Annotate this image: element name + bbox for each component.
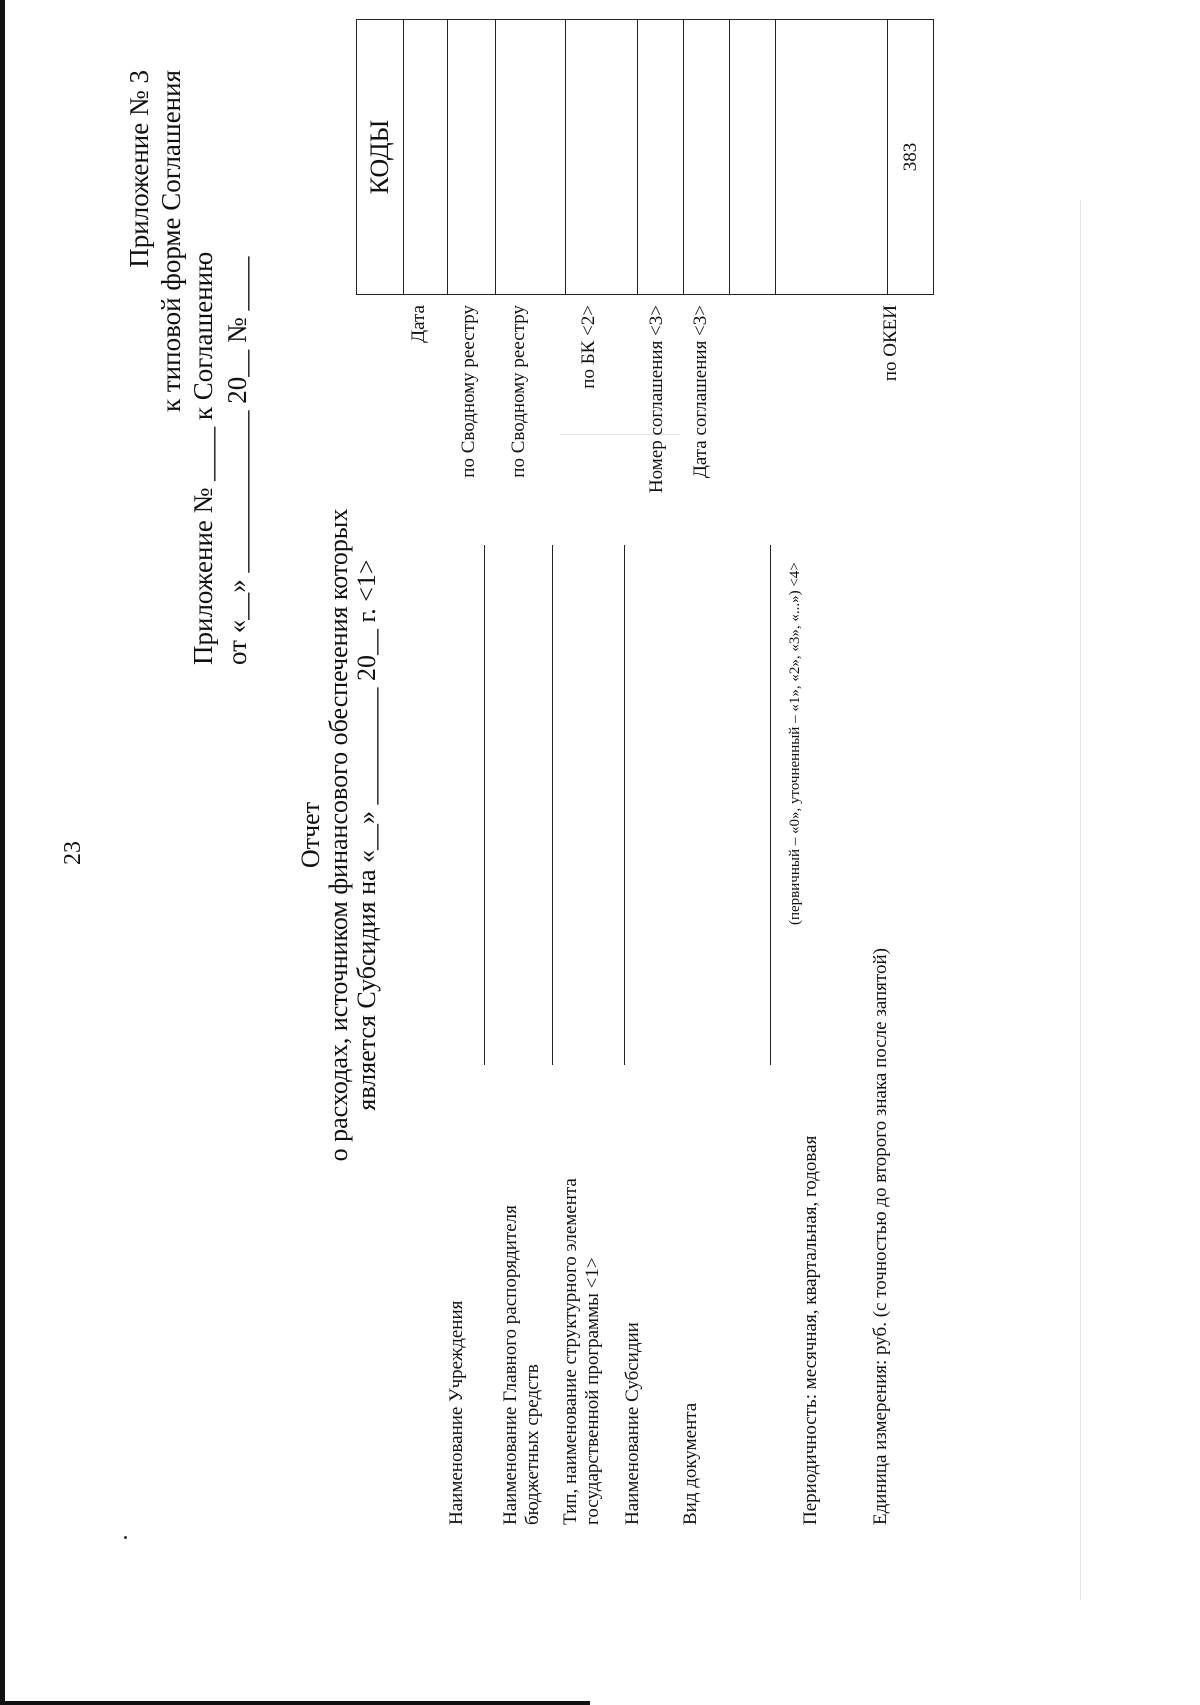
- code-cell-bk[interactable]: [566, 19, 638, 295]
- code-cell-periodicity[interactable]: [776, 19, 888, 295]
- report-subtitle-2: является Субсидия на «__» _________ 20__ г. <1>: [352, 559, 381, 1111]
- report-subtitle-1: о расходах, источником финансового обеспечения которых: [324, 508, 353, 1162]
- code-cell-agreement-number[interactable]: [638, 19, 684, 295]
- field-doc-type-label: Вид документа: [680, 1402, 701, 1525]
- field-doc-type-note: (первичный – «0», уточненный – «1», «2», «3», «...») <4>: [787, 562, 803, 925]
- code-cell-registry-1[interactable]: [448, 19, 496, 295]
- field-program-element-label: Тип, наименование структурного элемента государственной программы <1>: [560, 1178, 603, 1525]
- field-unit-label: Единица измерения: руб. (с точностью до второго знака после запятой): [870, 948, 891, 1525]
- code-label-registry-2: по Сводному реестру: [508, 305, 529, 478]
- code-label-agreement-date: Дата соглашения <3>: [690, 305, 711, 479]
- field-main-manager-label: Наименование Главного распорядителя бюджетных средств: [500, 1205, 543, 1525]
- report-title: Отчет: [296, 801, 325, 869]
- codes-header: КОДЫ: [356, 19, 404, 295]
- page-number: 23: [60, 841, 86, 865]
- code-label-registry-1: по Сводному реестру: [458, 305, 479, 478]
- code-cell-agreement-date[interactable]: [684, 19, 730, 295]
- code-cell-okei: 383: [888, 19, 934, 295]
- field-institution-label: Наименование Учреждения: [446, 1300, 467, 1525]
- field-subsidy-label: Наименование Субсидии: [622, 1322, 643, 1525]
- code-label-okei: по ОКЕИ: [880, 305, 901, 382]
- institution-underline[interactable]: [484, 545, 485, 1065]
- code-cell-registry-2[interactable]: [496, 19, 566, 295]
- appendix-line-1: Приложение № 3: [124, 70, 154, 268]
- doc-type-underline[interactable]: [770, 545, 771, 1065]
- appendix-line-2: к типовой форме Соглашения: [156, 70, 186, 412]
- field-periodicity-label: Периодичность: месячная, квартальная, годовая: [800, 1135, 821, 1525]
- program-element-underline[interactable]: [624, 545, 625, 1065]
- code-label-date: Дата: [408, 305, 429, 343]
- code-label-bk: по БК <2>: [578, 305, 599, 389]
- codes-table: [356, 19, 926, 295]
- code-label-agreement-number: Номер соглашения <3>: [646, 305, 667, 494]
- appendix-line-4: от «__» ____________ 20__ № ____: [222, 256, 252, 665]
- appendix-line-3: Приложение № ____ к Соглашению: [188, 251, 218, 665]
- code-cell-date[interactable]: [404, 19, 448, 295]
- main-manager-underline[interactable]: [552, 545, 553, 1065]
- code-cell-blank[interactable]: [730, 19, 776, 295]
